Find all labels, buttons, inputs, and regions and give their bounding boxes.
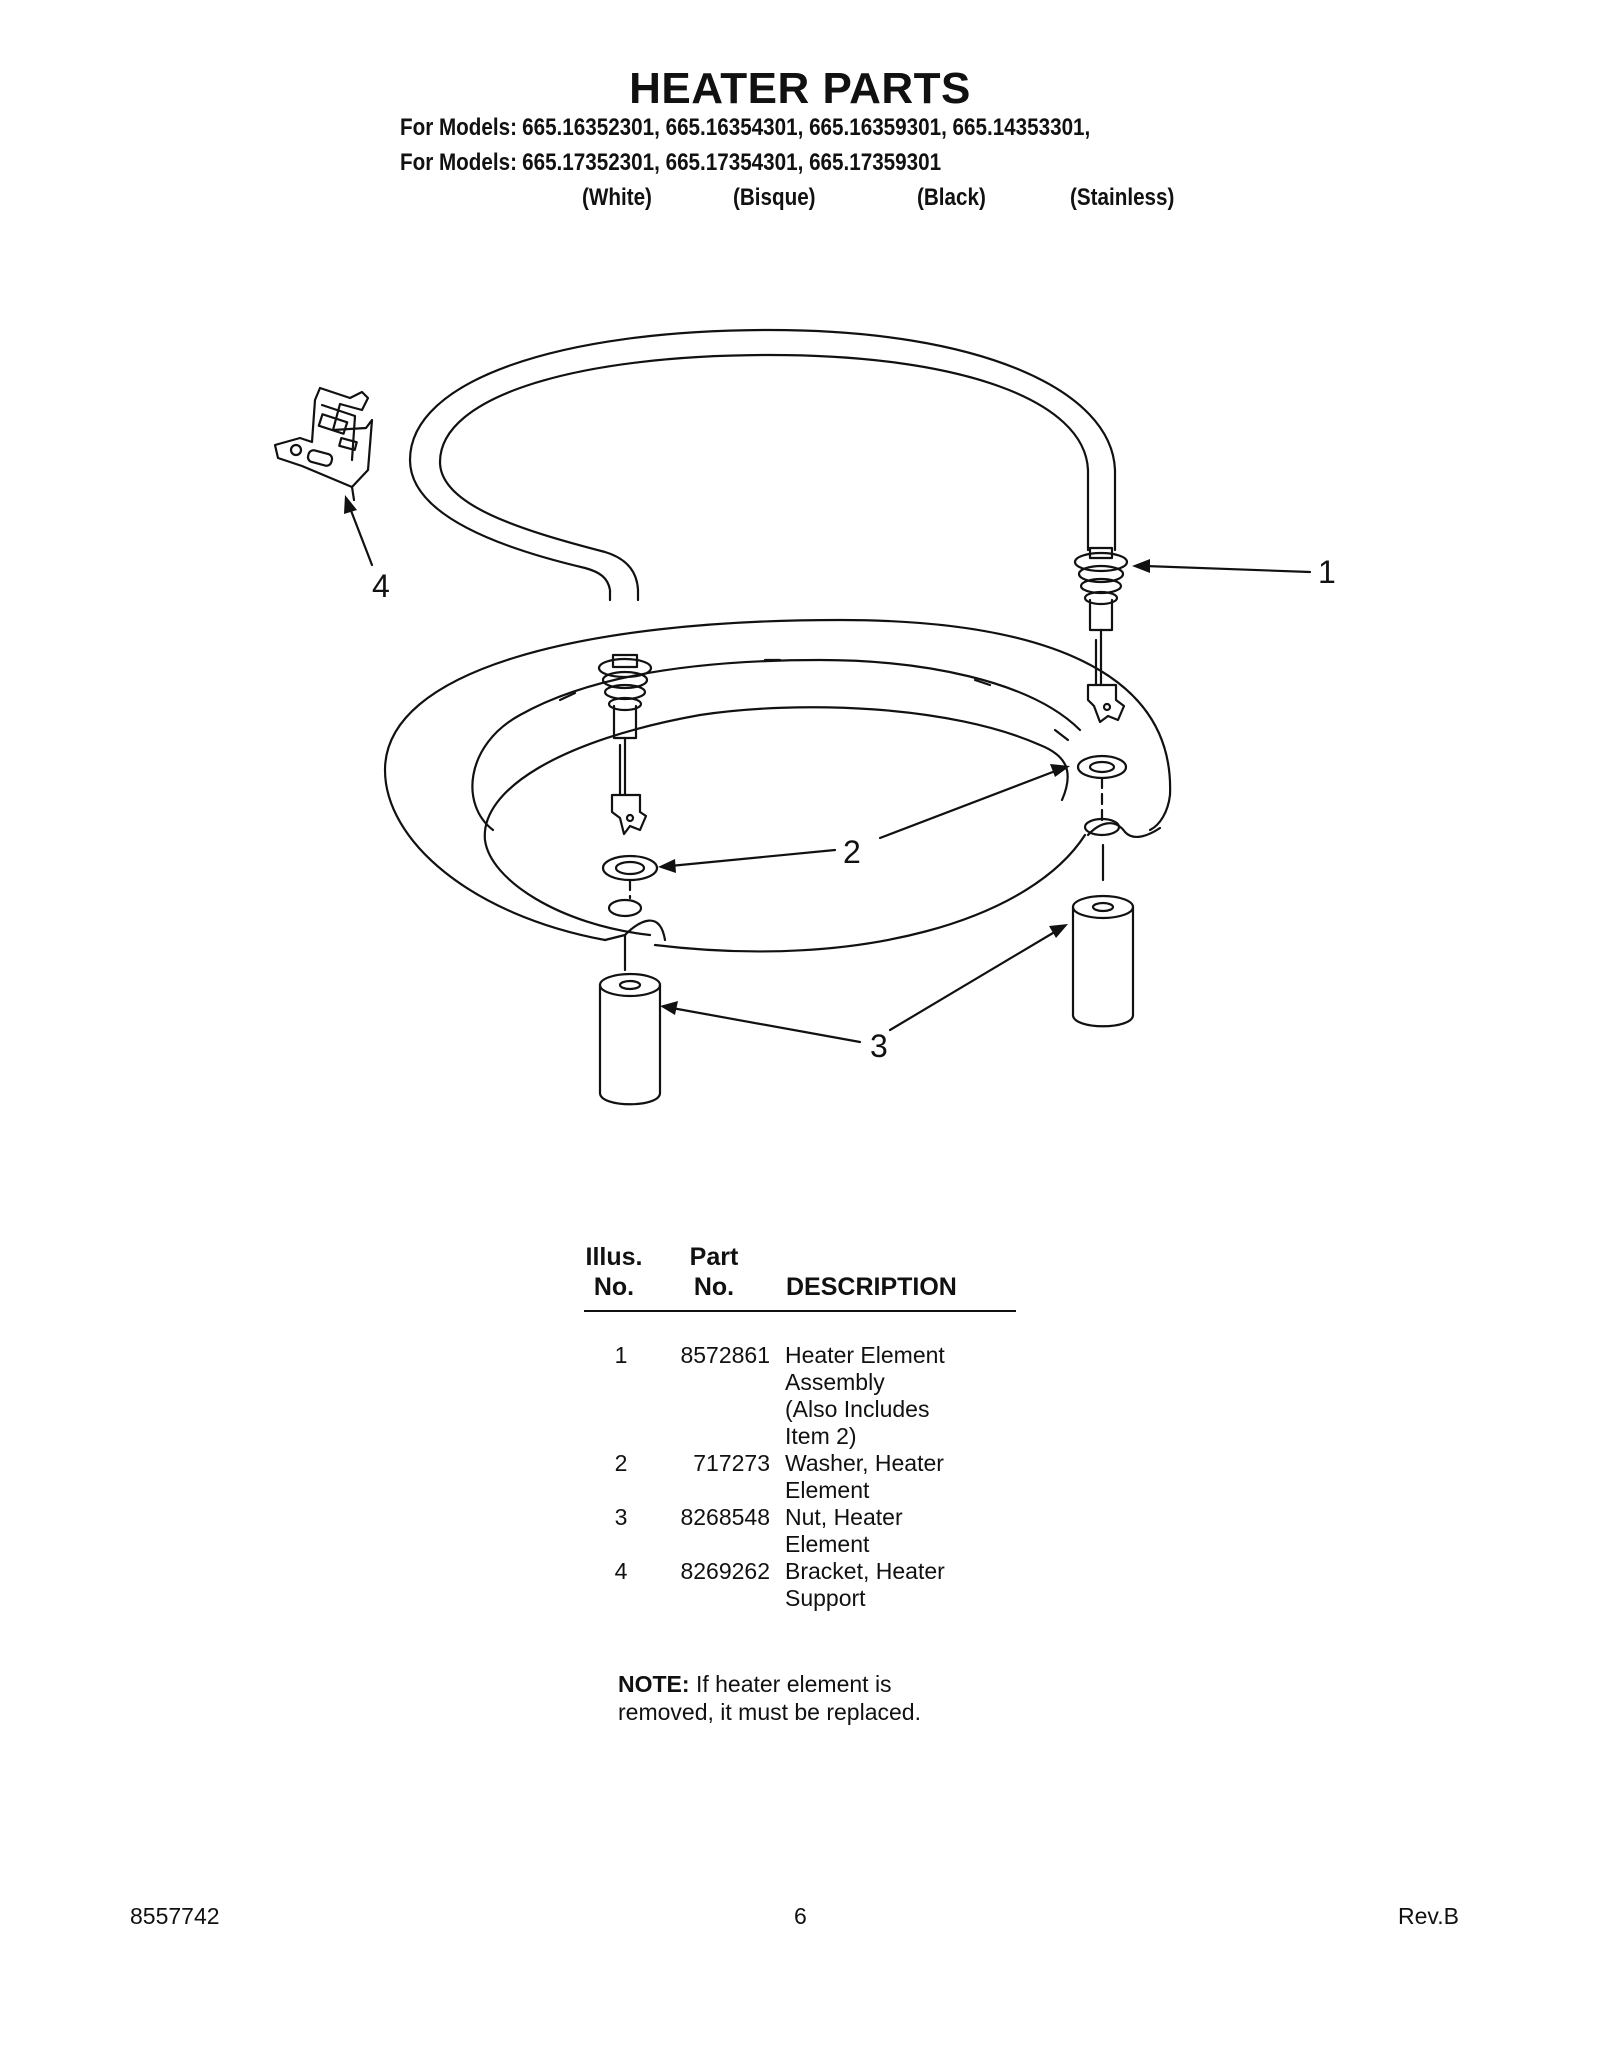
- washer-right: [1078, 756, 1126, 820]
- tub-opening-inner: [655, 835, 1085, 951]
- description: Bracket, Heater Support: [785, 1558, 945, 1611]
- illus-no: 1: [614, 1342, 628, 1368]
- tub-hole-left: [609, 900, 641, 916]
- nut-right: [1073, 896, 1133, 1026]
- leader-line-4: [344, 495, 372, 565]
- note-text-line-2: removed, it must be replaced.: [618, 1699, 921, 1725]
- washer-left: [603, 856, 657, 898]
- nut-left: [600, 974, 660, 1104]
- heater-element-tube-inner: [440, 355, 1088, 600]
- footer-doc-number: 8557742: [130, 1903, 220, 1929]
- callout-4: 4: [372, 568, 390, 604]
- model-numbers: 665.16352301, 665.16354301, 665.16359301, 665.14353301,: [522, 114, 1091, 141]
- tub-floor-dash-4: [1055, 730, 1068, 740]
- heater-element-tube: [410, 330, 1115, 600]
- part-no: 8572861: [680, 1342, 770, 1368]
- tub-hole-right: [1085, 819, 1119, 835]
- callout-1: 1: [1318, 554, 1336, 590]
- illus-no: 2: [614, 1450, 628, 1476]
- leader-line-2: [658, 764, 1070, 873]
- footer-page-number: 6: [794, 1903, 807, 1929]
- callout-3: 3: [870, 1028, 888, 1064]
- page-title: HEATER PARTS: [629, 64, 971, 113]
- illus-no: 4: [614, 1558, 628, 1584]
- tub-opening-rim: [485, 707, 1068, 935]
- description: Heater Element Assembly (Also Includes Item 2): [785, 1342, 945, 1449]
- heater-support-bracket: [275, 388, 372, 500]
- model-numbers: 665.17352301, 665.17354301, 665.17359301: [522, 149, 942, 176]
- finish-black: (Black): [917, 184, 986, 211]
- tub-floor-front-lip: [605, 921, 665, 940]
- finish-stainless: (Stainless): [1070, 184, 1175, 211]
- finish-white: (White): [582, 184, 652, 211]
- description: Nut, Heater Element: [785, 1504, 903, 1557]
- models-label: For Models:: [400, 149, 517, 176]
- heater-terminal-right: [1075, 548, 1127, 722]
- part-no: 8269262: [680, 1558, 770, 1584]
- models-label: For Models:: [400, 114, 517, 141]
- leader-line-3: [660, 924, 1068, 1042]
- replacement-note: [618, 1670, 921, 1726]
- header-illus-no: Illus. No.: [585, 1243, 643, 1301]
- note-text-line-1: If heater element is: [689, 1671, 892, 1697]
- part-no: 8268548: [680, 1504, 770, 1530]
- note-label: NOTE:: [618, 1671, 690, 1697]
- finish-bisque: (Bisque): [733, 184, 816, 211]
- illus-no: 3: [614, 1504, 628, 1530]
- footer-revision: Rev.B: [1398, 1903, 1459, 1929]
- header-part-no: Part No.: [689, 1243, 739, 1301]
- description: Washer, Heater Element: [785, 1450, 944, 1503]
- table-header-rule: [584, 1310, 1016, 1312]
- callout-2: 2: [843, 834, 861, 870]
- tub-floor-outer-edge: [385, 620, 1170, 940]
- header-description: DESCRIPTION: [786, 1273, 957, 1301]
- leader-line-1: [1132, 559, 1310, 573]
- part-no: 717273: [693, 1450, 770, 1476]
